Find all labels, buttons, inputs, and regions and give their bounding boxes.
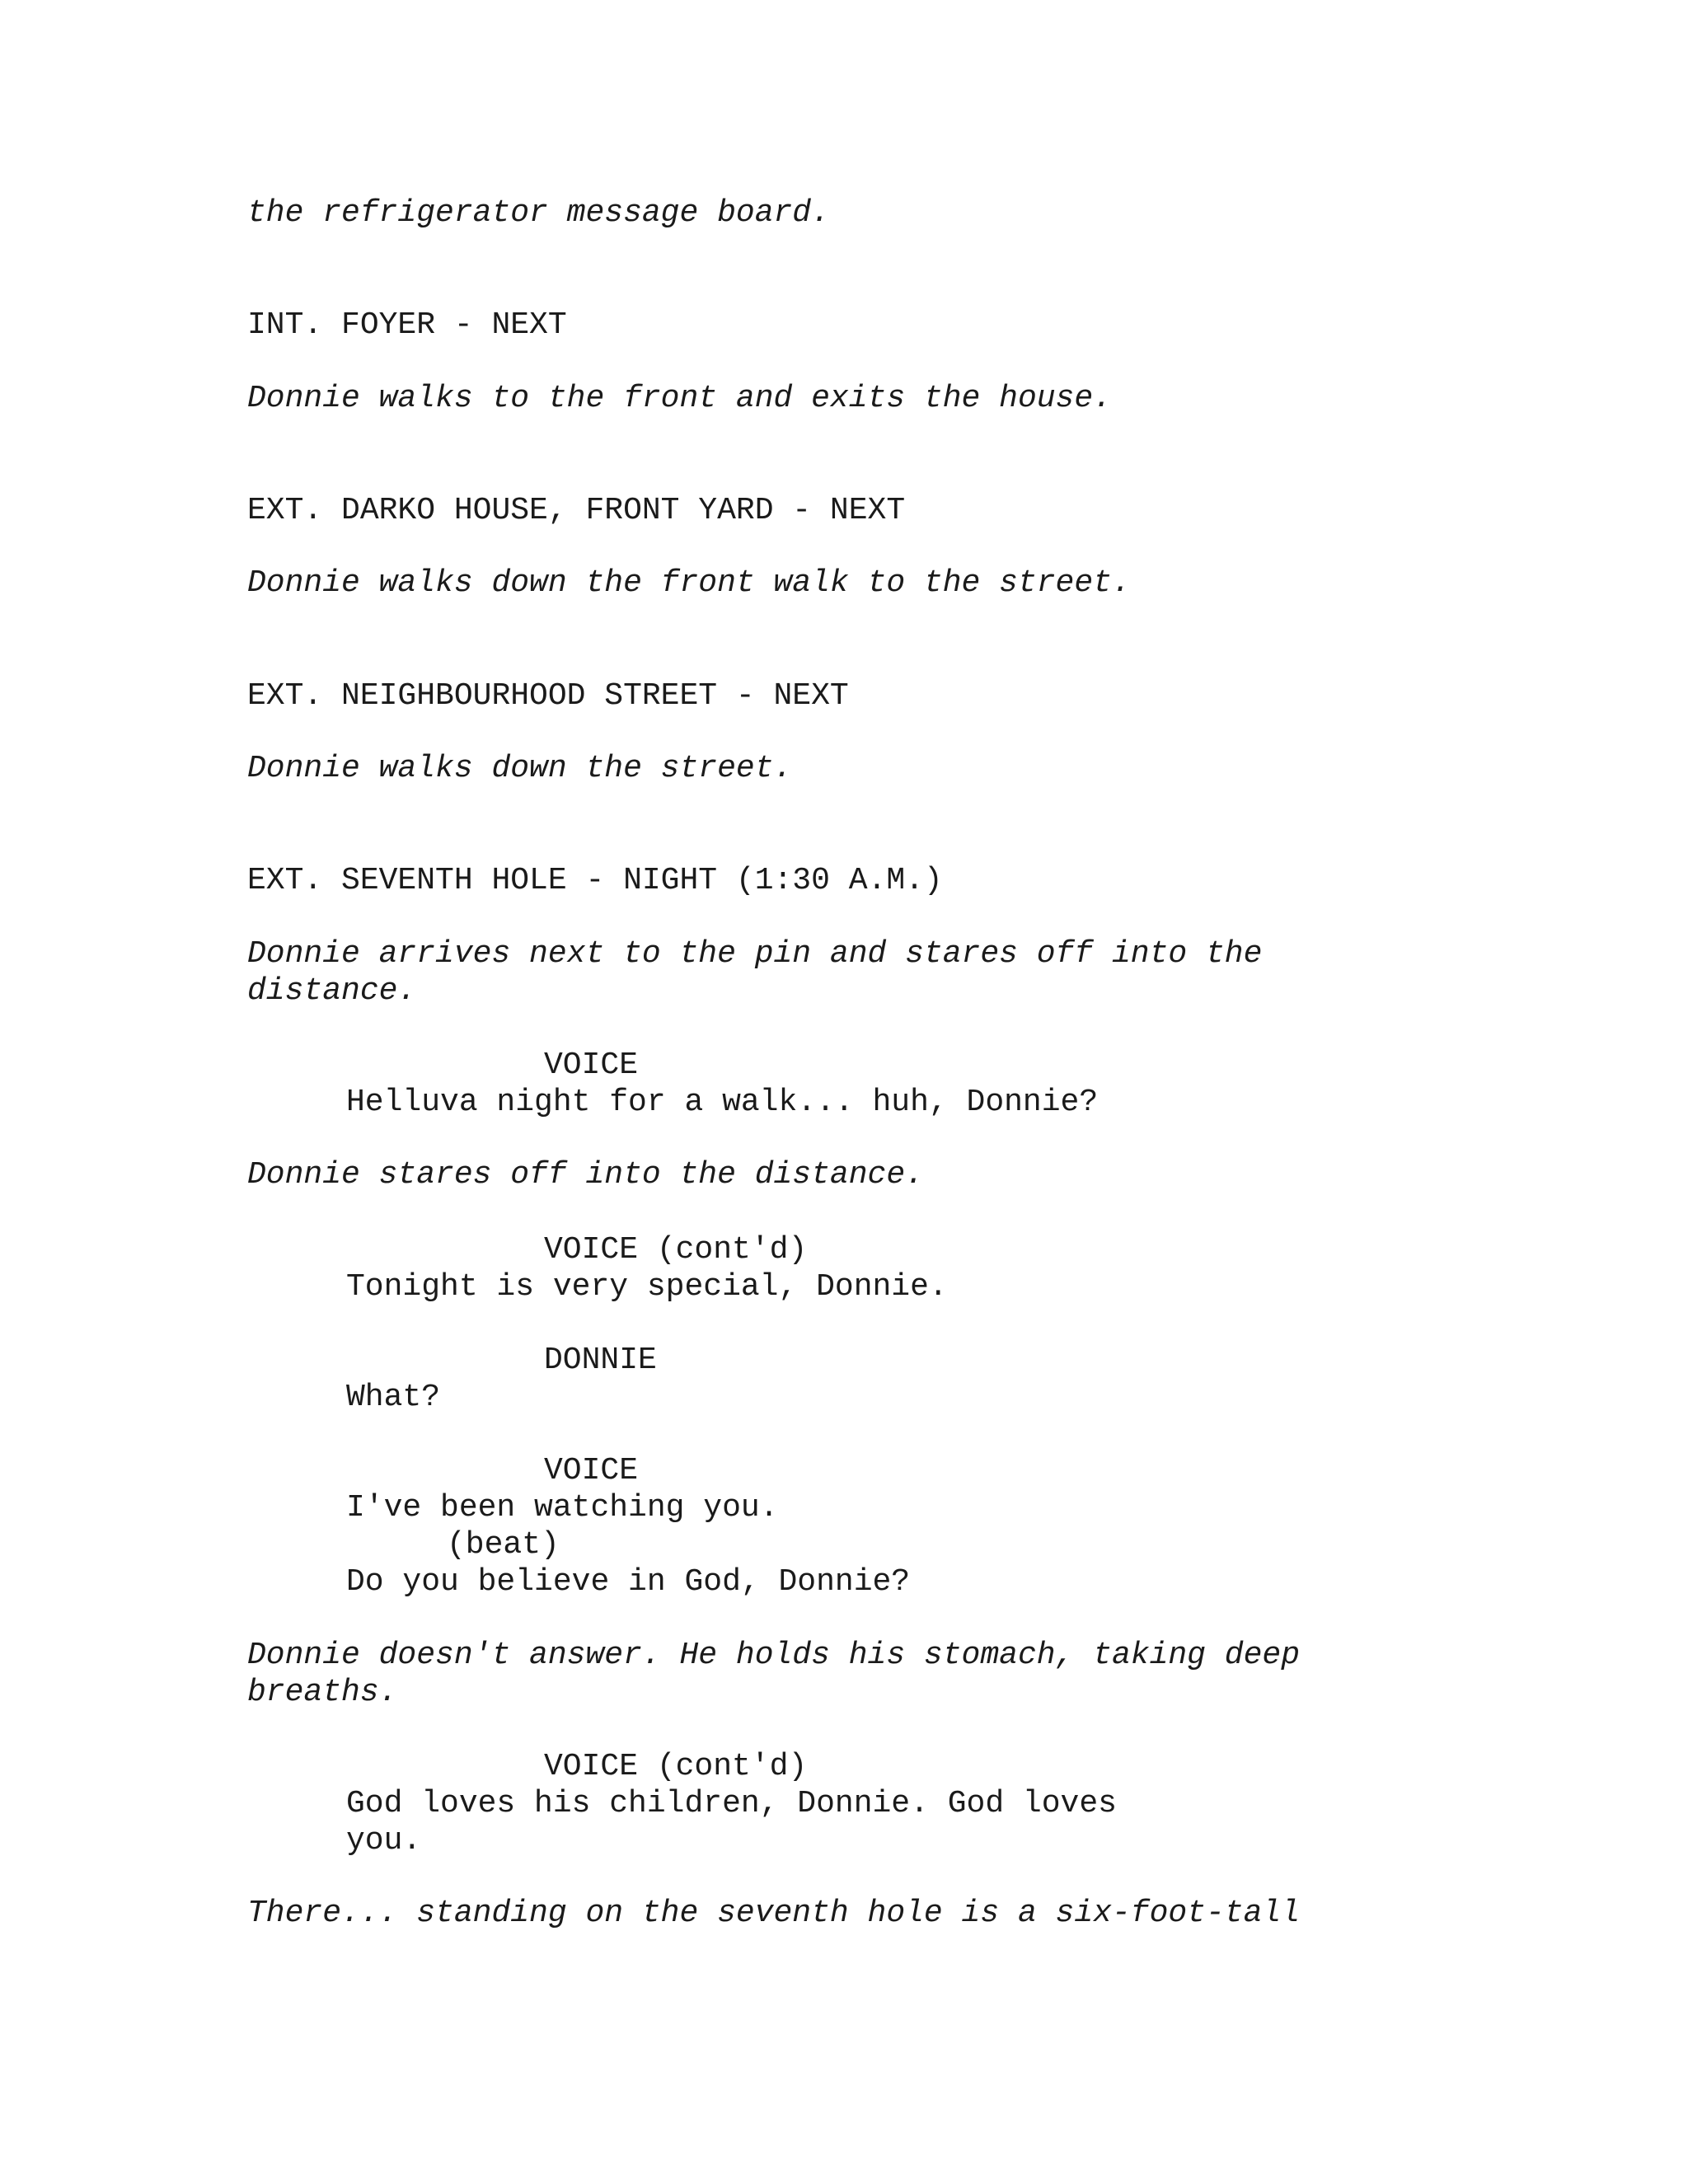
- character-name: VOICE: [544, 1453, 639, 1488]
- dialogue-line: Tonight is very special, Donnie.: [346, 1269, 948, 1305]
- action-line: Donnie walks to the front and exits the house.: [247, 381, 1112, 416]
- scene-heading: INT. FOYER - NEXT: [247, 307, 567, 343]
- character-name: VOICE: [544, 1047, 639, 1083]
- action-line: Donnie arrives next to the pin and stares off into the: [247, 936, 1263, 972]
- dialogue-line: you.: [346, 1823, 422, 1858]
- action-line: Donnie stares off into the distance.: [247, 1157, 924, 1193]
- scene-heading: EXT. NEIGHBOURHOOD STREET - NEXT: [247, 678, 849, 714]
- character-name: VOICE (cont'd): [544, 1232, 808, 1268]
- parenthetical: (beat): [447, 1527, 560, 1563]
- action-line: distance.: [247, 973, 417, 1009]
- character-name: DONNIE: [544, 1343, 657, 1378]
- action-line: breaths.: [247, 1675, 398, 1710]
- action-line: There... standing on the seventh hole is a six-foot-tall: [247, 1896, 1301, 1931]
- action-line: Donnie walks down the street.: [247, 751, 793, 786]
- dialogue-line: Do you believe in God, Donnie?: [346, 1564, 911, 1600]
- action-line: the refrigerator message board.: [247, 195, 830, 231]
- dialogue-line: What?: [346, 1380, 441, 1415]
- character-name: VOICE (cont'd): [544, 1749, 808, 1784]
- dialogue-line: Helluva night for a walk... huh, Donnie?: [346, 1085, 1099, 1120]
- scene-heading: EXT. DARKO HOUSE, FRONT YARD - NEXT: [247, 493, 906, 528]
- action-line: Donnie doesn't answer. He holds his stomach, taking deep: [247, 1638, 1301, 1673]
- dialogue-line: God loves his children, Donnie. God loves: [346, 1786, 1117, 1821]
- action-line: Donnie walks down the front walk to the street.: [247, 565, 1131, 601]
- scene-heading: EXT. SEVENTH HOLE - NIGHT (1:30 A.M.): [247, 863, 943, 898]
- dialogue-line: I've been watching you.: [346, 1490, 779, 1526]
